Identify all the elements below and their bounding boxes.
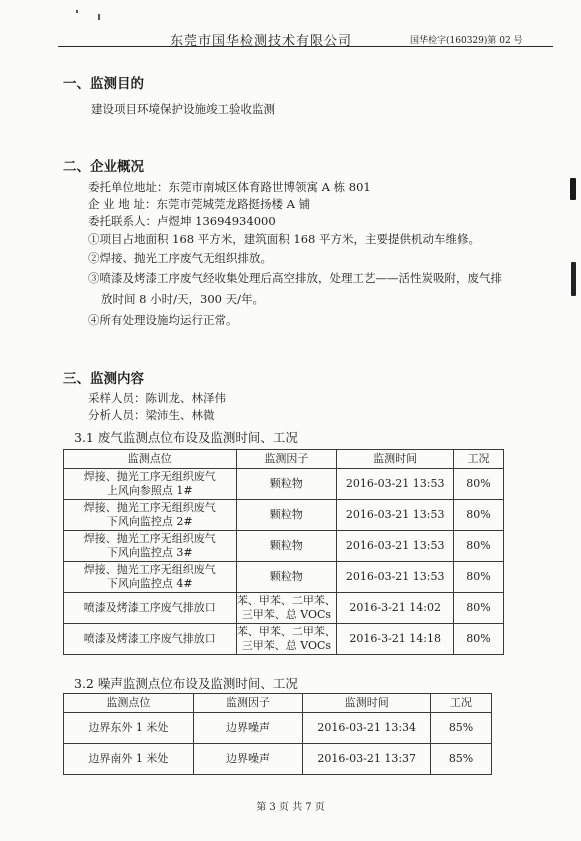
overview-item-1: ①项目占地面积 168 平方米，建筑面积 168 平方米，主要提供机动车维修。 bbox=[88, 232, 481, 246]
factor: 颗粒物 bbox=[236, 500, 337, 531]
condition: 80% bbox=[454, 500, 504, 531]
location: 喷漆及烤漆工序废气排放口 bbox=[64, 593, 237, 624]
location: 边界东外 1 米处 bbox=[64, 713, 194, 744]
factor: 边界噪声 bbox=[193, 744, 303, 775]
condition: 80% bbox=[454, 593, 504, 624]
table-row bbox=[64, 469, 504, 500]
factor-line-2: 三甲苯、总 VOCs bbox=[241, 608, 332, 621]
time: 2016-03-21 13:53 bbox=[337, 531, 454, 562]
header-condition: 工况 bbox=[454, 450, 504, 469]
table-1-caption: 3.1 废气监测点位布设及监测时间、工况 bbox=[74, 430, 298, 445]
client-address: 委托单位地址：东莞市南城区体育路世博领寓 A 栋 801 bbox=[88, 180, 371, 194]
factor-line-2: 三甲苯、总 VOCs bbox=[241, 639, 332, 652]
table-row bbox=[64, 744, 492, 775]
header-rule bbox=[58, 46, 553, 47]
time: 2016-3-21 14:02 bbox=[337, 593, 454, 624]
location: 边界南外 1 米处 bbox=[64, 744, 194, 775]
overview-item-3-cont: 放时间 8 小时/天，300 天/年。 bbox=[101, 292, 264, 306]
scan-speck bbox=[76, 10, 78, 13]
time: 2016-03-21 13:37 bbox=[303, 744, 431, 775]
noise-monitoring-table bbox=[63, 693, 492, 775]
table-row bbox=[64, 713, 492, 744]
table-row bbox=[64, 593, 504, 624]
time: 2016-3-21 14:18 bbox=[337, 624, 454, 655]
factor: 边界噪声 bbox=[193, 713, 303, 744]
scan-mark bbox=[570, 178, 576, 200]
header-factor: 监测因子 bbox=[193, 694, 303, 713]
overview-item-2: ②焊接、抛光工序废气无组织排放。 bbox=[88, 251, 272, 265]
header-condition: 工况 bbox=[431, 694, 492, 713]
header-time: 监测时间 bbox=[337, 450, 454, 469]
client-contact: 委托联系人：卢煜坤 13694934000 bbox=[88, 214, 276, 228]
factor-line-1: 苯、甲苯、二甲苯、 bbox=[236, 625, 336, 638]
location-line-2: 下风向监控点 3# bbox=[106, 546, 193, 559]
time: 2016-03-21 13:34 bbox=[303, 713, 431, 744]
header-location: 监测点位 bbox=[64, 694, 194, 713]
table-row bbox=[64, 562, 504, 593]
location-line-2: 下风向监控点 4# bbox=[106, 577, 193, 590]
condition: 80% bbox=[454, 624, 504, 655]
location-line-1: 焊接、抛光工序无组织废气 bbox=[83, 501, 216, 514]
header-factor: 监测因子 bbox=[236, 450, 337, 469]
header-location: 监测点位 bbox=[64, 450, 237, 469]
section-1-body: 建设项目环境保护设施竣工验收监测 bbox=[91, 102, 275, 116]
samplers: 采样人员：陈训龙、林泽伟 bbox=[88, 391, 226, 405]
factor: 颗粒物 bbox=[236, 562, 337, 593]
section-3-title: 三、监测内容 bbox=[63, 371, 144, 387]
location-line-1: 焊接、抛光工序无组织废气 bbox=[83, 470, 216, 483]
table-header-row bbox=[64, 450, 504, 469]
condition: 85% bbox=[431, 744, 492, 775]
location: 喷漆及烤漆工序废气排放口 bbox=[64, 624, 237, 655]
location-line-1: 焊接、抛光工序无组织废气 bbox=[83, 563, 216, 576]
location-line-2: 下风向监控点 2# bbox=[106, 515, 193, 528]
condition: 85% bbox=[431, 713, 492, 744]
condition: 80% bbox=[454, 469, 504, 500]
table-row bbox=[64, 624, 504, 655]
document-number: 国华检字(160329)第 02 号 bbox=[410, 36, 523, 46]
time: 2016-03-21 13:53 bbox=[337, 500, 454, 531]
analysts: 分析人员：梁沛生、林微 bbox=[88, 408, 215, 422]
scan-mark bbox=[571, 262, 576, 296]
exhaust-monitoring-table bbox=[63, 449, 504, 655]
time: 2016-03-21 13:53 bbox=[337, 562, 454, 593]
condition: 80% bbox=[454, 531, 504, 562]
page-number: 第 3 页 共 7 页 bbox=[256, 802, 325, 813]
location-line-1: 焊接、抛光工序无组织废气 bbox=[83, 532, 216, 545]
factor-line-1: 苯、甲苯、二甲苯、 bbox=[236, 594, 336, 607]
section-2-title: 二、企业概况 bbox=[63, 159, 144, 175]
table-row bbox=[64, 500, 504, 531]
scan-speck bbox=[98, 14, 100, 20]
overview-item-3: ③喷漆及烤漆工序废气经收集处理后高空排放，处理工艺——活性炭吸附，废气排 bbox=[88, 271, 502, 285]
factor: 颗粒物 bbox=[236, 531, 337, 562]
table-row bbox=[64, 531, 504, 562]
factor: 颗粒物 bbox=[236, 469, 337, 500]
time: 2016-03-21 13:53 bbox=[337, 469, 454, 500]
table-2-caption: 3.2 噪声监测点位布设及监测时间、工况 bbox=[74, 676, 298, 691]
overview-item-4: ④所有处理设施均运行正常。 bbox=[88, 313, 238, 327]
table-header-row bbox=[64, 694, 492, 713]
header-time: 监测时间 bbox=[303, 694, 431, 713]
location-line-2: 上风向参照点 1# bbox=[106, 484, 193, 497]
company-name: 东莞市国华检测技术有限公司 bbox=[170, 34, 353, 49]
company-address: 企 业 地 址：东莞市莞城莞龙路挺扬楼 A 铺 bbox=[88, 197, 311, 211]
condition: 80% bbox=[454, 562, 504, 593]
section-1-title: 一、监测目的 bbox=[63, 76, 144, 92]
